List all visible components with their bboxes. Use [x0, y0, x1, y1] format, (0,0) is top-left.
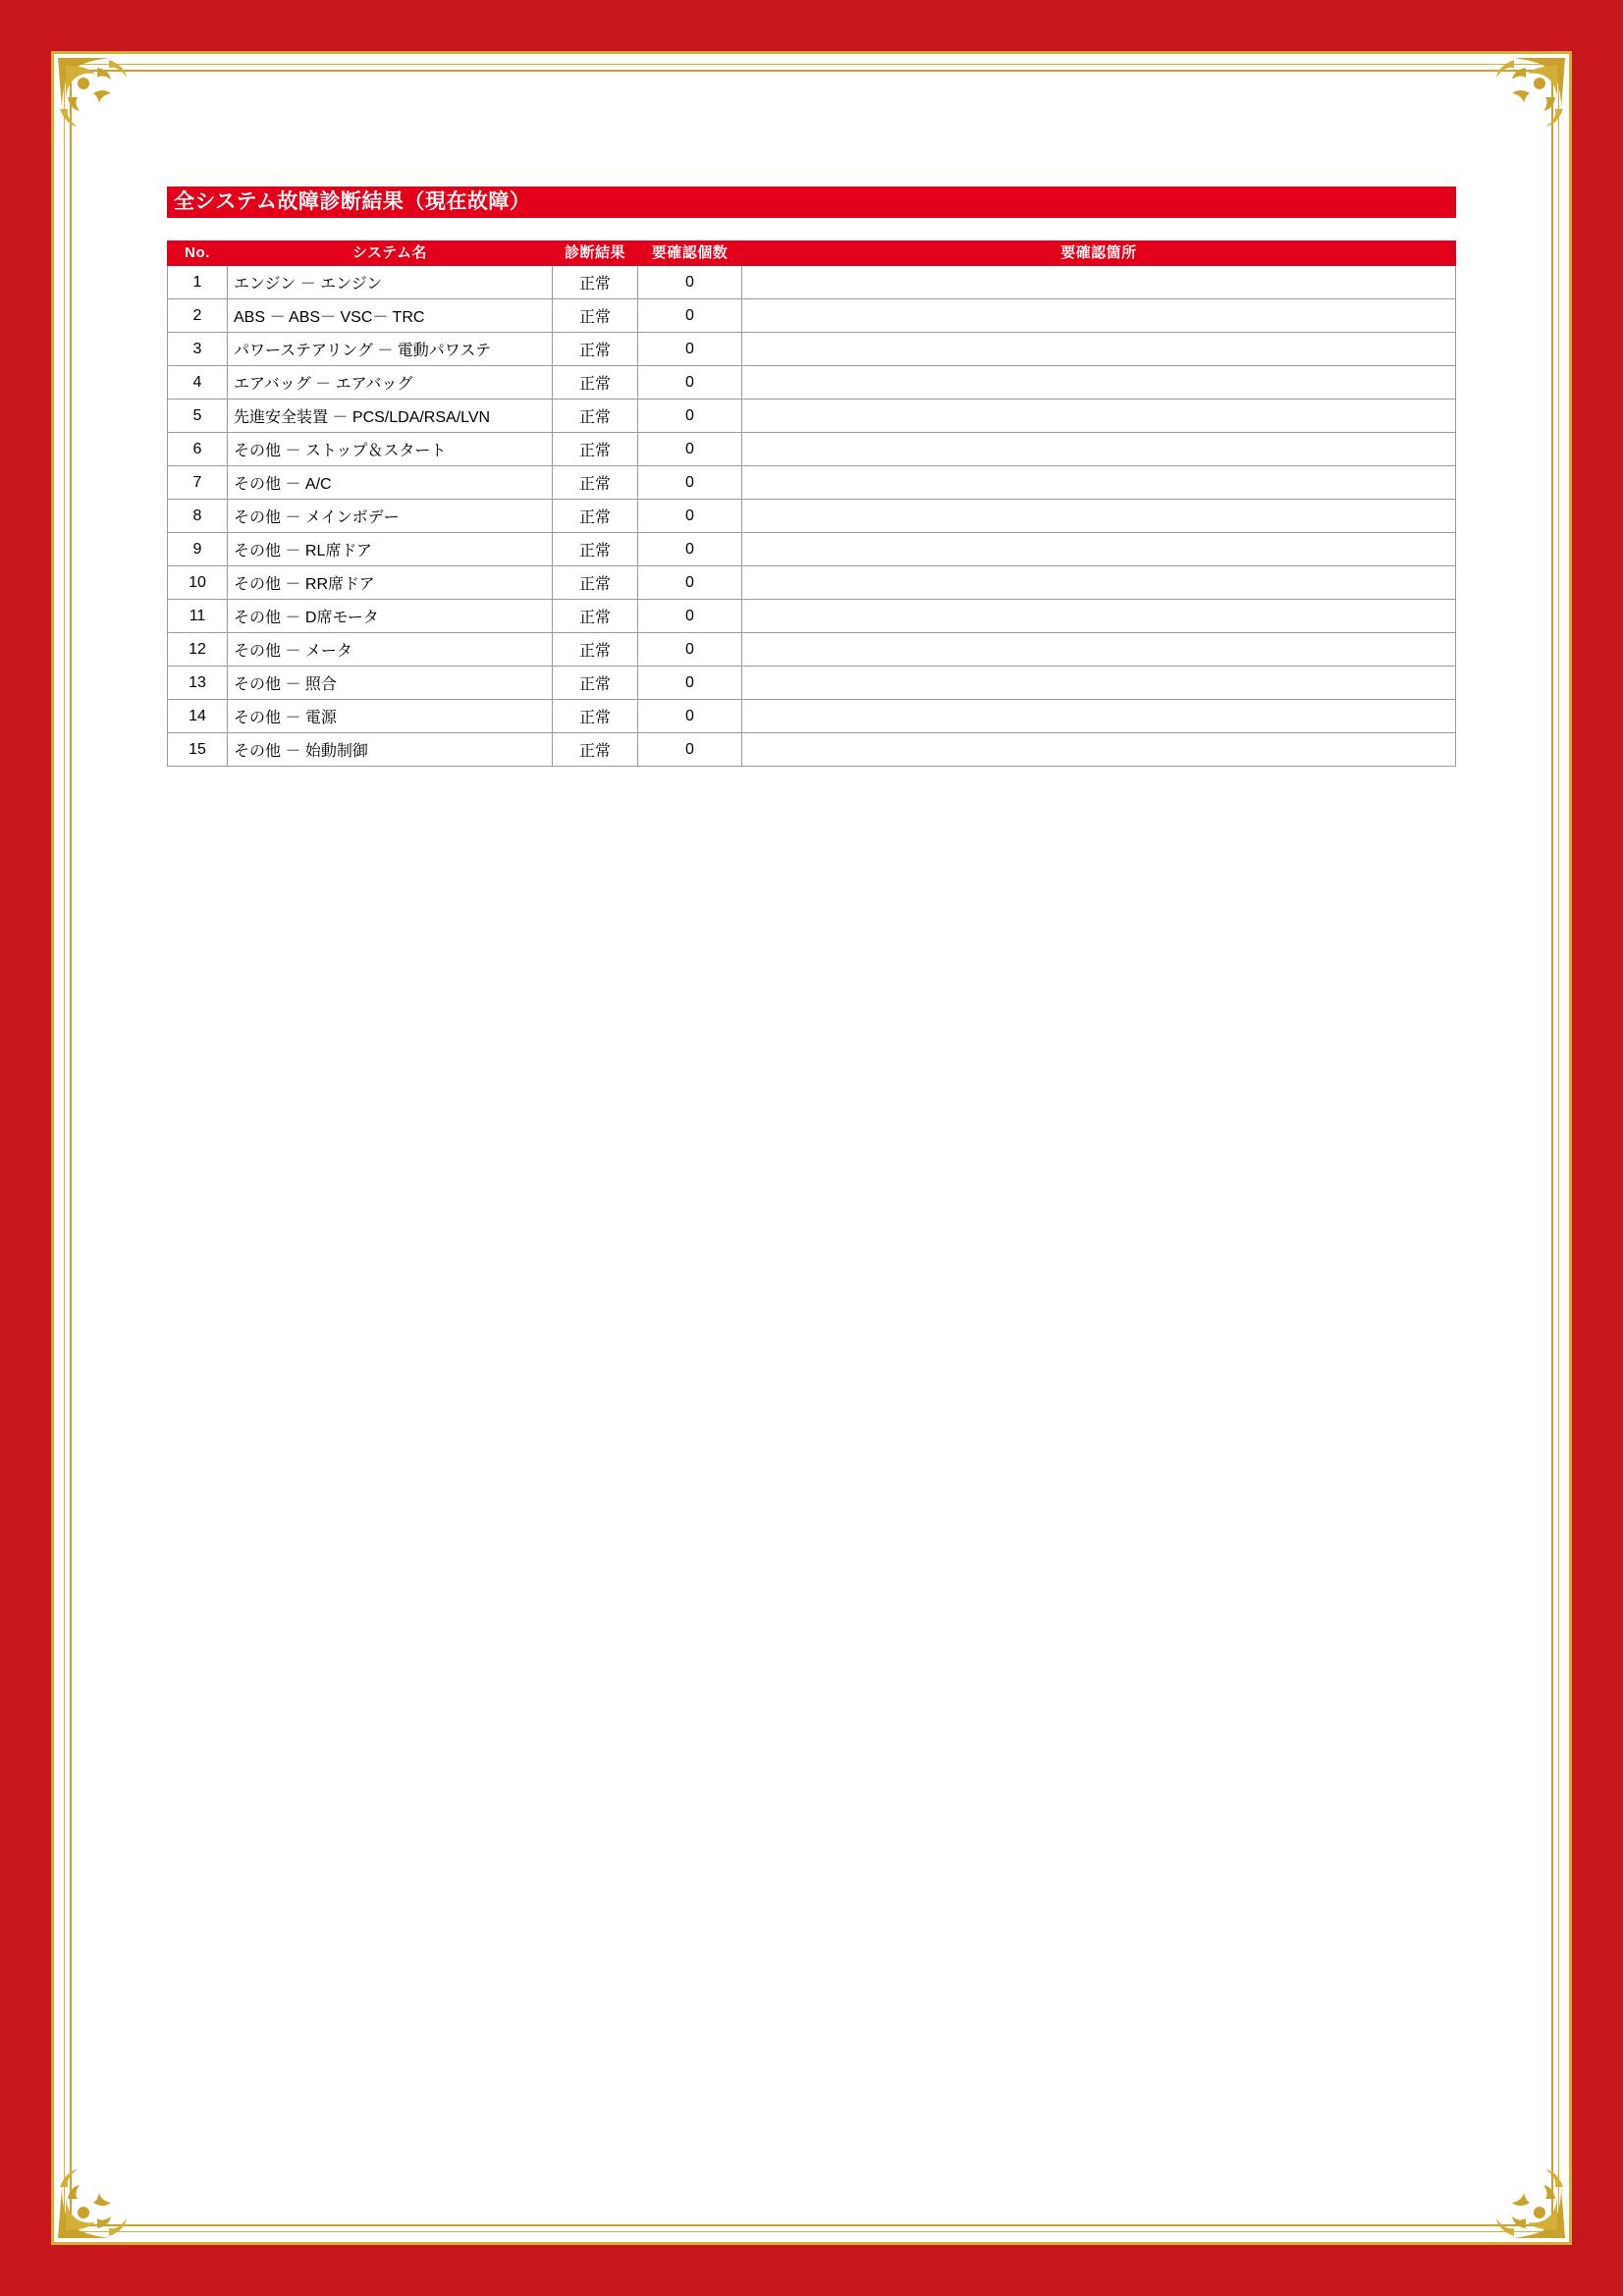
table-row [168, 466, 1456, 500]
cell-no: 5 [168, 400, 228, 433]
cell-count: 0 [638, 266, 742, 299]
cell-system: その他 － D席モータ [228, 600, 553, 633]
table-row [168, 633, 1456, 667]
cell-count: 0 [638, 533, 742, 566]
table-row [168, 333, 1456, 366]
cell-no: 15 [168, 733, 228, 767]
cell-count: 0 [638, 667, 742, 700]
cell-result: 正常 [553, 366, 638, 400]
cell-note [742, 366, 1456, 400]
cell-result: 正常 [553, 333, 638, 366]
cell-system: パワーステアリング － 電動パワステ [228, 333, 553, 366]
cell-count: 0 [638, 400, 742, 433]
cell-no: 9 [168, 533, 228, 566]
cell-result: 正常 [553, 733, 638, 767]
cell-count: 0 [638, 633, 742, 667]
section-title: 全システム故障診断結果（現在故障） [167, 187, 1456, 218]
cell-system: その他 － メータ [228, 633, 553, 667]
table-row [168, 667, 1456, 700]
cell-count: 0 [638, 333, 742, 366]
table-row [168, 500, 1456, 533]
table-row [168, 266, 1456, 299]
cell-note [742, 400, 1456, 433]
cell-system: その他 － 照合 [228, 667, 553, 700]
cell-system: エンジン － エンジン [228, 266, 553, 299]
cell-system: その他 － 電源 [228, 700, 553, 733]
cell-note [742, 700, 1456, 733]
cell-result: 正常 [553, 600, 638, 633]
cell-note [742, 500, 1456, 533]
table-row [168, 533, 1456, 566]
cell-count: 0 [638, 733, 742, 767]
column-header-no: No. [168, 241, 228, 266]
cell-result: 正常 [553, 299, 638, 333]
cell-note [742, 333, 1456, 366]
cell-result: 正常 [553, 633, 638, 667]
table-row [168, 433, 1456, 466]
cell-system: その他 － RR席ドア [228, 566, 553, 600]
cell-note [742, 566, 1456, 600]
cell-note [742, 667, 1456, 700]
cell-result: 正常 [553, 667, 638, 700]
report-content [167, 187, 1456, 767]
cell-no: 6 [168, 433, 228, 466]
cell-note [742, 433, 1456, 466]
cell-result: 正常 [553, 400, 638, 433]
cell-result: 正常 [553, 500, 638, 533]
cell-no: 7 [168, 466, 228, 500]
cell-result: 正常 [553, 266, 638, 299]
cell-result: 正常 [553, 700, 638, 733]
cell-no: 12 [168, 633, 228, 667]
cell-result: 正常 [553, 433, 638, 466]
cell-count: 0 [638, 366, 742, 400]
table-body [168, 266, 1456, 767]
cell-system: エアバッグ － エアバッグ [228, 366, 553, 400]
cell-no: 11 [168, 600, 228, 633]
cell-note [742, 533, 1456, 566]
cell-no: 3 [168, 333, 228, 366]
table-row [168, 299, 1456, 333]
table-row [168, 733, 1456, 767]
cell-system: その他 － ストップ＆スタート [228, 433, 553, 466]
column-header-count: 要確認個数 [638, 241, 742, 266]
cell-system: その他 － 始動制御 [228, 733, 553, 767]
cell-no: 10 [168, 566, 228, 600]
table-row [168, 366, 1456, 400]
cell-count: 0 [638, 566, 742, 600]
cell-count: 0 [638, 466, 742, 500]
cell-system: その他 － メインボデー [228, 500, 553, 533]
cell-note [742, 466, 1456, 500]
cell-count: 0 [638, 700, 742, 733]
cell-result: 正常 [553, 533, 638, 566]
cell-count: 0 [638, 299, 742, 333]
cell-note [742, 266, 1456, 299]
column-header-result: 診断結果 [553, 241, 638, 266]
column-header-system: システム名 [228, 241, 553, 266]
cell-count: 0 [638, 433, 742, 466]
decorative-page-frame [51, 51, 1572, 2245]
cell-count: 0 [638, 600, 742, 633]
cell-no: 2 [168, 299, 228, 333]
cell-no: 14 [168, 700, 228, 733]
cell-system: その他 － A/C [228, 466, 553, 500]
diagnostic-results-table [167, 240, 1456, 767]
table-header-row [168, 241, 1456, 266]
cell-no: 8 [168, 500, 228, 533]
table-row [168, 400, 1456, 433]
cell-note [742, 299, 1456, 333]
cell-note [742, 733, 1456, 767]
table-row [168, 566, 1456, 600]
column-header-note: 要確認箇所 [742, 241, 1456, 266]
cell-system: その他 － RL席ドア [228, 533, 553, 566]
cell-result: 正常 [553, 466, 638, 500]
cell-note [742, 600, 1456, 633]
table-row [168, 600, 1456, 633]
cell-system: 先進安全装置 － PCS/LDA/RSA/LVN [228, 400, 553, 433]
cell-result: 正常 [553, 566, 638, 600]
cell-no: 1 [168, 266, 228, 299]
cell-count: 0 [638, 500, 742, 533]
cell-no: 4 [168, 366, 228, 400]
table-row [168, 700, 1456, 733]
cell-no: 13 [168, 667, 228, 700]
cell-note [742, 633, 1456, 667]
cell-system: ABS － ABS－ VSC－ TRC [228, 299, 553, 333]
